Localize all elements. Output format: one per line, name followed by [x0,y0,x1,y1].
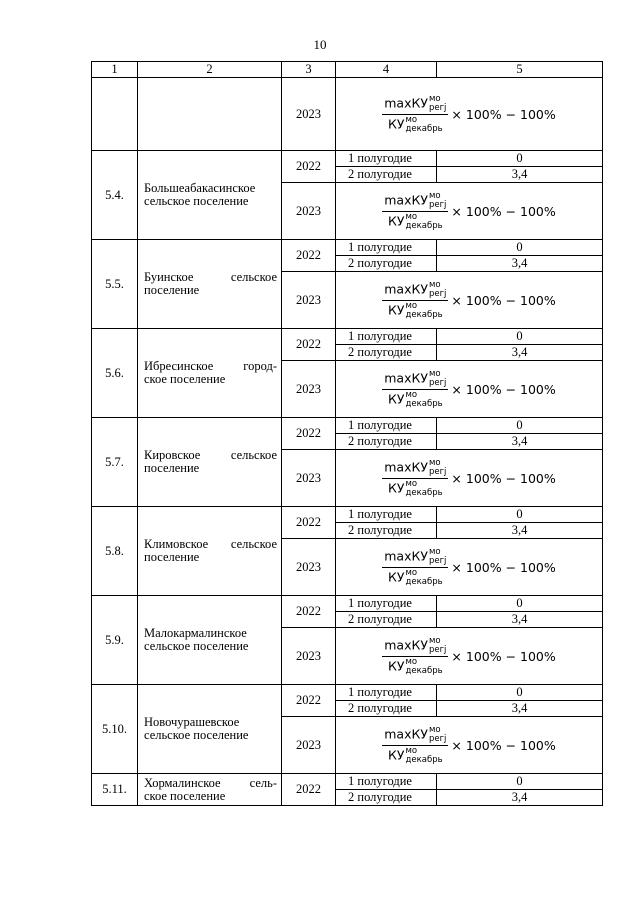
value-cell: 0 [437,685,603,701]
value-cell: 0 [437,507,603,523]
settlement-name-cell [138,596,282,685]
table-row [92,685,603,701]
value-cell: 3,4 [437,701,603,717]
row-number-cell [92,78,138,151]
settlement-name-line: Кировское сельское [144,448,277,462]
period-cell: 1 полугодие [336,774,437,790]
value-cell: 3,4 [437,612,603,628]
column-header: 3 [282,62,336,78]
year-cell: 2022 [282,774,336,806]
value-cell: 3,4 [437,523,603,539]
row-number-cell: 5.6. [92,329,138,418]
row-number-cell: 5.5. [92,240,138,329]
formula-cell [336,539,603,596]
period-cell: 1 полугодие [336,596,437,612]
value-cell: 0 [437,240,603,256]
tariff-table [91,61,603,806]
table-row [92,329,603,345]
formula: maxКУ мо регj КУ мо декабрь × 100% − 100% [384,279,556,320]
period-cell: 2 полугодие [336,612,437,628]
table-row [92,774,603,790]
year-cell: 2022 [282,151,336,183]
table-row [92,418,603,434]
table-row [92,151,603,167]
formula: maxКУ мо регj КУ мо декабрь × 100% − 100% [384,368,556,409]
formula-cell [336,361,603,418]
formula-cell [336,450,603,507]
settlement-name-cell [138,774,282,806]
settlement-name-line: сельское поселение [144,194,249,208]
settlement-name-cell [138,507,282,596]
year-cell: 2023 [282,628,336,685]
settlement-name-cell [138,329,282,418]
settlement-name-line: поселение [144,283,200,297]
settlement-name-line: сельское поселение [144,728,249,742]
formula: maxКУ мо регj КУ мо декабрь × 100% − 100% [384,93,556,134]
formula: maxКУ мо регj КУ мо декабрь × 100% − 100% [384,724,556,765]
year-cell: 2023 [282,717,336,774]
column-header: 1 [92,62,138,78]
column-header: 4 [336,62,437,78]
settlement-name-cell [138,240,282,329]
row-number-cell: 5.11. [92,774,138,806]
column-header: 2 [138,62,282,78]
period-cell: 1 полугодие [336,240,437,256]
settlement-name-line: Буинское сельское [144,270,277,284]
table-row [92,507,603,523]
settlement-name-line: Ибресинское город- [144,359,277,373]
value-cell: 3,4 [437,434,603,450]
settlement-name-line: Хормалинское сель- [144,775,277,790]
formula: maxКУ мо регj КУ мо декабрь × 100% − 100% [384,546,556,587]
settlement-name-line: ское поселение [144,372,226,386]
settlement-name-line: сельское поселение [144,639,249,653]
settlement-name-line: ское поселение [144,788,226,803]
period-cell: 2 полугодие [336,345,437,361]
settlement-name-line: Малокармалинское [144,626,247,640]
year-cell: 2023 [282,183,336,240]
formula: maxКУ мо регj КУ мо декабрь × 100% − 100% [384,635,556,676]
row-number-cell: 5.8. [92,507,138,596]
settlement-name-cell [138,151,282,240]
settlement-name-cell [138,418,282,507]
row-number-cell: 5.7. [92,418,138,507]
period-cell: 1 полугодие [336,418,437,434]
period-cell: 2 полугодие [336,790,437,806]
settlement-name-line: поселение [144,461,200,475]
formula-cell [336,628,603,685]
page-number: 10 [313,37,327,52]
formula: maxКУ мо регj КУ мо декабрь × 100% − 100% [384,457,556,498]
settlement-name-line: Новочурашевское [144,715,240,729]
settlement-name-line: Большеабакасинское [144,181,256,195]
formula-cell [336,717,603,774]
period-cell: 2 полугодие [336,256,437,272]
settlement-name-line: поселение [144,550,200,564]
period-cell: 1 полугодие [336,329,437,345]
table-row [92,78,603,151]
period-cell: 2 полугодие [336,523,437,539]
year-cell: 2022 [282,507,336,539]
settlement-name-line: Климовское сельское [144,537,277,551]
year-cell: 2022 [282,240,336,272]
period-cell: 2 полугодие [336,701,437,717]
period-cell: 1 полугодие [336,151,437,167]
year-cell: 2023 [282,450,336,507]
settlement-name-cell [138,78,282,151]
year-cell: 2022 [282,685,336,717]
value-cell: 0 [437,596,603,612]
value-cell: 3,4 [437,345,603,361]
column-header: 5 [437,62,603,78]
formula-cell [336,272,603,329]
year-cell: 2022 [282,418,336,450]
formula: maxКУ мо регj КУ мо декабрь × 100% − 100% [384,190,556,231]
value-cell: 3,4 [437,256,603,272]
value-cell: 3,4 [437,790,603,806]
value-cell: 3,4 [437,167,603,183]
period-cell: 1 полугодие [336,507,437,523]
row-number-cell: 5.10. [92,685,138,774]
year-cell: 2022 [282,596,336,628]
settlement-name-cell [138,685,282,774]
table-row [92,596,603,612]
year-cell: 2023 [282,361,336,418]
year-cell: 2022 [282,329,336,361]
formula-cell [336,183,603,240]
header-row [92,62,603,78]
formula-cell [336,78,603,151]
year-cell: 2023 [282,78,336,151]
year-cell: 2023 [282,539,336,596]
period-cell: 2 полугодие [336,167,437,183]
row-number-cell: 5.4. [92,151,138,240]
value-cell: 0 [437,774,603,790]
period-cell: 1 полугодие [336,685,437,701]
year-cell: 2023 [282,272,336,329]
value-cell: 0 [437,151,603,167]
value-cell: 0 [437,418,603,434]
period-cell: 2 полугодие [336,434,437,450]
value-cell: 0 [437,329,603,345]
row-number-cell: 5.9. [92,596,138,685]
table-row [92,240,603,256]
